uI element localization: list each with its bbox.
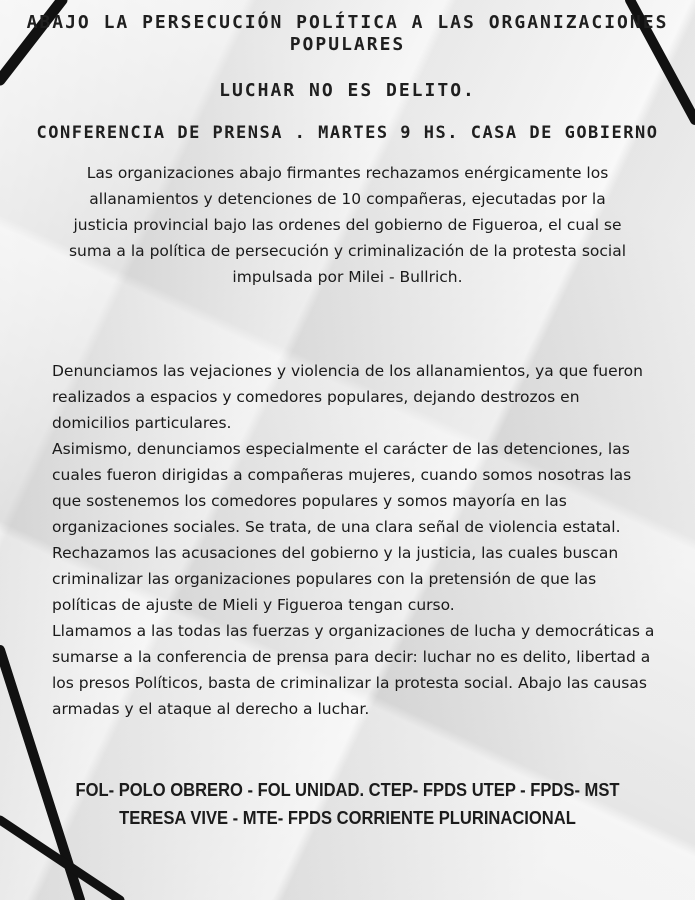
press-conference-line: CONFERENCIA DE PRENSA . MARTES 9 HS. CASA DE GOBIERNO [36,123,659,143]
paragraph-detentions: Asimismo, denunciamos especialmente el carácter de las detenciones, las cuales fueron dirigidas a compañeras mujeres, cuando somos nosotras las que sostenemos los comedores populares y somos mayoría en las organizaciones sociales. Se trata, de una clara señal de violencia estatal. [52,440,632,536]
paragraph-accusations: Rechazamos las acusaciones del gobierno y la justicia, las cuales buscan criminalizar las organizaciones populares con la pretensión de que las políticas de ajuste de Mieli y Figueroa tengan curso. [52,544,619,614]
paragraph-call-to-action: Llamamos a las todas las fuerzas y organizaciones de lucha y democráticas a sumarse a la conferencia de prensa para decir: luchar no es delito, libertad a los presos Políticos, basta de criminalizar la protesta social. Abajo las causas armadas y el ataque al derecho a luchar. [52,622,655,718]
headline-title: ABAJO LA PERSECUCIÓN POLÍTICA A LAS ORGANIZACIONES POPULARES [26,12,669,55]
signing-organizations: FOL- POLO OBRERO - FOL UNIDAD. CTEP- FPDS UTEP - FPDS- MST TERESA VIVE - MTE- FPDS CORRIENTE PLURINACIONAL [75,780,620,828]
intro-paragraph: Las organizaciones abajo firmantes rechazamos enérgicamente los allanamientos y detenciones de 10 compañeras, ejecutadas por la justicia provincial bajo las ordenes del gobierno de Figueroa, el cual se suma a la política de persecución y criminalización de la protesta social impulsada por Milei - Bullrich. [68,164,627,286]
paragraph-denunciation: Denunciamos las vejaciones y violencia de los allanamientos, ya que fueron realizados a espacios y comedores populares, dejando destrozos en domicilios particulares. [52,362,643,432]
statement-body [52,358,662,722]
headline-slogan: LUCHAR NO ES DELITO. [219,80,476,101]
